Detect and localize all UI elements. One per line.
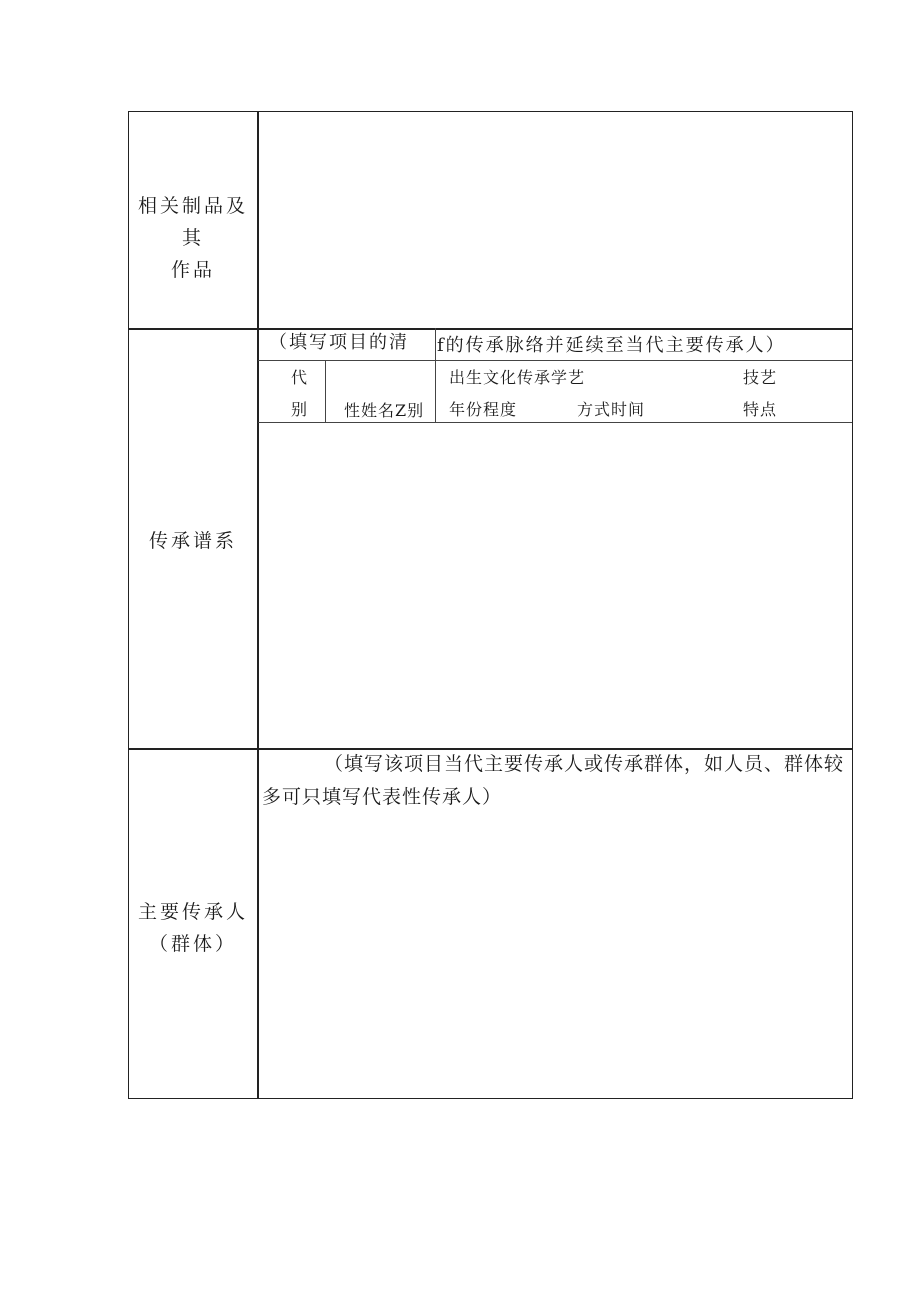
- header-birth-edu-line1: 出生文化传承学艺: [449, 368, 586, 387]
- lineage-note-left: （填写项目的清: [269, 332, 409, 353]
- header-bie: 别: [291, 400, 309, 419]
- column-divider: [257, 112, 259, 1098]
- inheritors-label-line2: （群体）: [148, 933, 237, 955]
- header-dai: 代: [291, 368, 309, 387]
- inheritors-label: [129, 896, 257, 960]
- products-label: [129, 190, 257, 286]
- lineage-header-divider: [258, 422, 852, 423]
- lineage-label: 传承谱系: [148, 530, 237, 552]
- header-name-gender: 性姓名Z别: [344, 401, 425, 420]
- inheritors-note-line2: 多可只填写代表性传承人）: [262, 786, 503, 808]
- heritage-form-table: [128, 111, 853, 1099]
- lineage-note-divider: [258, 360, 852, 361]
- header-skill-line2: 特点: [743, 400, 778, 419]
- products-label-line2: 作品: [170, 259, 215, 281]
- lineage-note-right: f的传承脉络并延续至当代主要传承人）: [437, 335, 786, 356]
- row-divider-1: [129, 328, 852, 330]
- lineage-col-divider-2: [435, 328, 436, 422]
- products-label-line1: 相关制品及其: [137, 195, 248, 249]
- header-skill-line1: 技艺: [743, 368, 778, 387]
- inheritors-label-line1: 主要传承人: [137, 901, 248, 923]
- lineage-col-divider-1: [325, 360, 326, 422]
- header-birth-edu-line2a: 年份程度: [449, 400, 518, 419]
- inheritors-note-line1: （填写该项目当代主要传承人或传承群体，如人员、群体较: [324, 753, 845, 775]
- inheritors-note: [262, 748, 852, 814]
- header-birth-edu-line2b: 方式时间: [577, 400, 646, 419]
